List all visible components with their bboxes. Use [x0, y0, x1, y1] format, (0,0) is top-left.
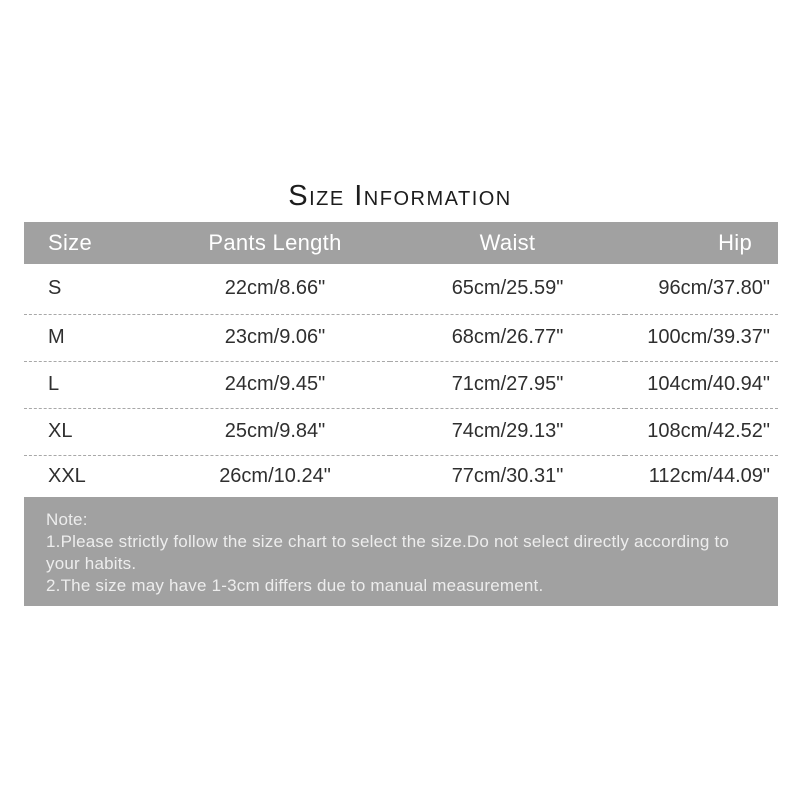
- table-row-l: [24, 361, 778, 408]
- cell-pants-length: 22cm/8.66": [160, 264, 390, 314]
- note-line-2: 2.The size may have 1-3cm differs due to manual measurement.: [46, 576, 544, 595]
- column-header-hip: Hip: [625, 222, 778, 264]
- cell-hip: 104cm/40.94": [625, 361, 778, 408]
- cell-waist: 71cm/27.95": [390, 361, 625, 408]
- table-row-s: [24, 264, 778, 314]
- cell-hip: 112cm/44.09": [648, 464, 770, 487]
- cell-pants-length: 25cm/9.84": [160, 408, 390, 455]
- cell-hip: 100cm/39.37": [625, 314, 778, 361]
- cell-hip: 108cm/42.52": [625, 408, 778, 455]
- note-line-1: 1.Please strictly follow the size chart to select the size.Do not select directly according to your habits.: [46, 532, 730, 573]
- table-header-row: [24, 222, 778, 264]
- cell-pants-length: 24cm/9.45": [160, 361, 390, 408]
- cell-waist: 65cm/25.59": [390, 264, 625, 314]
- cell-waist: 77cm/30.31": [451, 464, 564, 487]
- cell-pants-length: 26cm/10.24": [219, 464, 331, 487]
- size-table-header: [24, 222, 778, 264]
- size-table: [24, 222, 778, 497]
- cell-size: M: [24, 314, 160, 361]
- cell-size: L: [24, 361, 160, 408]
- cell-waist: 74cm/29.13": [390, 408, 625, 455]
- note-panel: [24, 497, 778, 606]
- cell-waist: 68cm/26.77": [390, 314, 625, 361]
- table-row-xxl: [24, 455, 778, 497]
- column-header-waist: Waist: [390, 222, 625, 264]
- column-header-size: Size: [24, 222, 160, 264]
- table-row-m: [24, 314, 778, 361]
- cell-size: XXL: [48, 464, 86, 487]
- table-row-xl: [24, 408, 778, 455]
- page-title: Size Information: [288, 180, 512, 212]
- cell-size: S: [24, 264, 160, 314]
- column-header-pants-length: Pants Length: [160, 222, 390, 264]
- cell-pants-length: 23cm/9.06": [160, 314, 390, 361]
- cell-size: XL: [24, 408, 160, 455]
- size-table-body: [24, 264, 778, 497]
- cell-hip: 96cm/37.80": [625, 264, 778, 314]
- note-heading: Note:: [46, 510, 88, 529]
